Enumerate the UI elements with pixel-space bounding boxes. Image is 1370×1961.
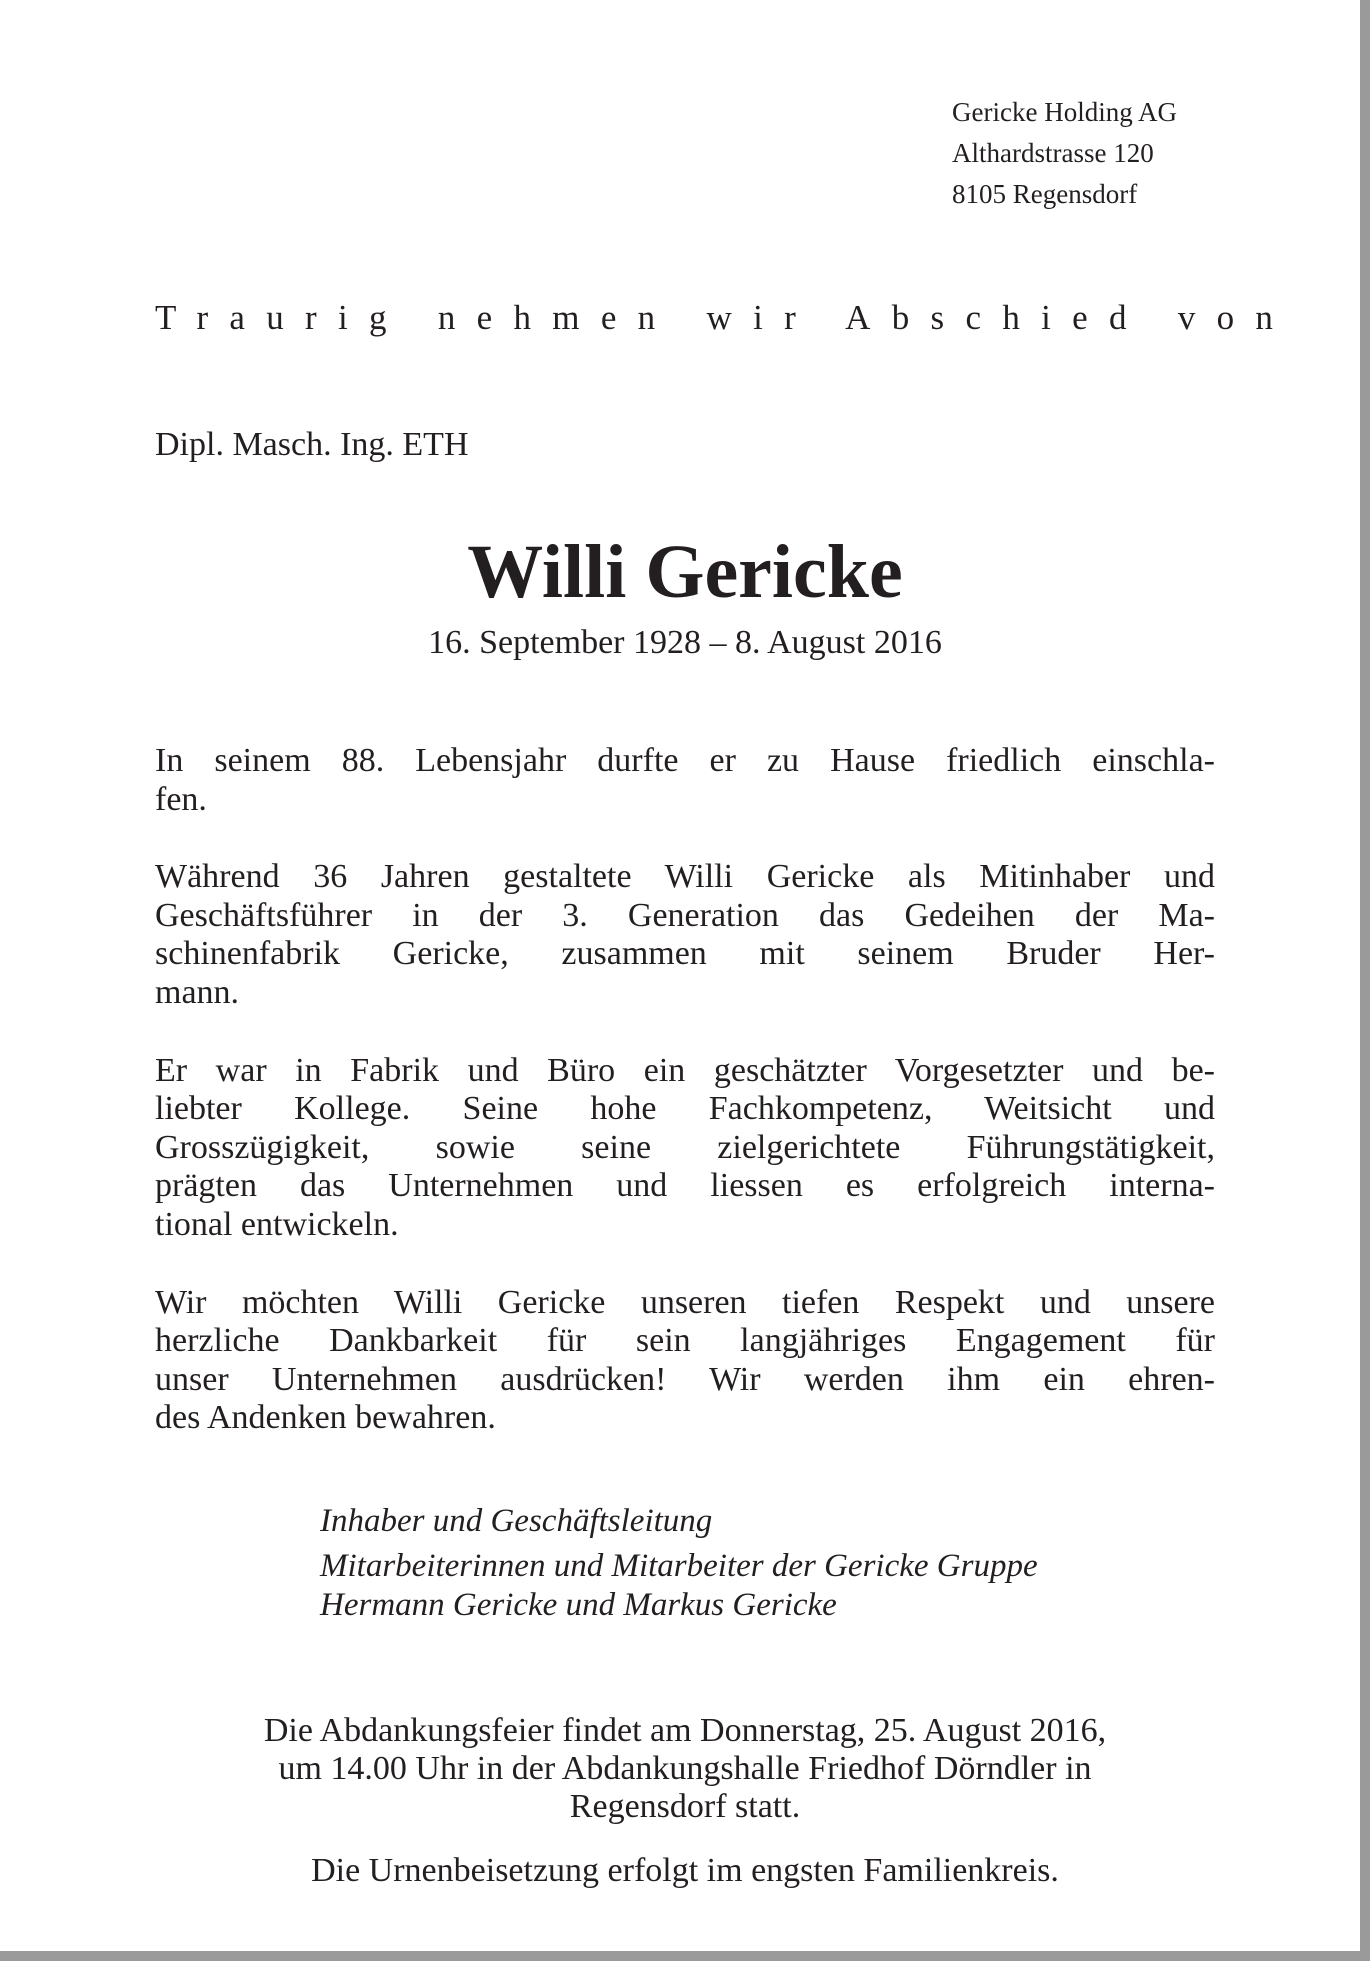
text-line: mann. <box>155 973 240 1011</box>
signatory: Hermann Gericke und Markus Gericke <box>320 1587 837 1623</box>
paragraph <box>155 1284 1215 1438</box>
text-line: unser Unternehmen ausdrücken! Wir werden ihm ein ehren- <box>155 1360 1215 1398</box>
text-line: schinenfabrik Gericke, zusammen mit seinem Bruder Her- <box>155 935 1215 973</box>
obituary-body <box>155 742 1215 1477</box>
text-line: prägten das Unternehmen und liessen es erfolgreich interna- <box>155 1167 1215 1205</box>
text-line: Regensdorf statt. <box>569 1788 801 1825</box>
text-line: Die Abdankungsfeier findet am Donnerstag, 25. August 2016, <box>263 1712 1107 1749</box>
text-line: Grosszügigkeit, sowie seine zielgerichtete Führungstätigkeit, <box>155 1128 1215 1166</box>
text-line: Geschäftsführer in der 3. Generation das Gedeihen der Ma- <box>155 896 1215 934</box>
farewell-heading: Traurig nehmen wir Abschied von <box>155 298 1295 337</box>
street-address: Althardstrasse 120 <box>952 138 1154 168</box>
paragraph <box>155 858 1215 1012</box>
paragraph <box>155 742 1215 819</box>
company-name: Gericke Holding AG <box>952 97 1177 127</box>
signatories <box>320 1502 1038 1625</box>
signatory: Mitarbeiterinnen und Mitarbeiter der Gericke Gruppe <box>320 1548 1038 1584</box>
text-line: tional entwickeln. <box>155 1205 399 1243</box>
text-line: Während 36 Jahren gestaltete Willi Gericke als Mitinhaber und <box>155 858 1215 896</box>
text-line: um 14.00 Uhr in der Abdankungshalle Friedhof Dörndler in <box>278 1750 1092 1787</box>
text-line: Wir möchten Willi Gericke unseren tiefen Respekt und unsere <box>155 1283 1215 1321</box>
text-line: des Andenken bewahren. <box>155 1399 496 1437</box>
postal-city: 8105 Regensdorf <box>952 179 1138 209</box>
text-line: In seinem 88. Lebensjahr durfte er zu Hause friedlich einschla- <box>155 742 1215 779</box>
funeral-service-notice <box>155 1712 1215 1826</box>
paragraph <box>155 1052 1215 1245</box>
academic-degree: Dipl. Masch. Ing. ETH <box>155 426 469 463</box>
text-line: fen. <box>155 780 207 818</box>
burial-notice: Die Urnenbeisetzung erfolgt im engsten Familienkreis. <box>311 1852 1059 1889</box>
life-dates: 16. September 1928 – 8. August 2016 <box>428 624 942 661</box>
text-line: Er war in Fabrik und Büro ein geschätzter Vorgesetzter und be- <box>155 1051 1215 1089</box>
text-line: herzliche Dankbarkeit für sein langjähriges Engagement für <box>155 1322 1215 1360</box>
deceased-name: Willi Gericke <box>467 530 903 614</box>
signatory: Inhaber und Geschäftsleitung <box>320 1503 713 1539</box>
text-line: liebter Kollege. Seine hohe Fachkompetenz, Weitsicht und <box>155 1090 1215 1128</box>
sender-address <box>952 92 1177 215</box>
